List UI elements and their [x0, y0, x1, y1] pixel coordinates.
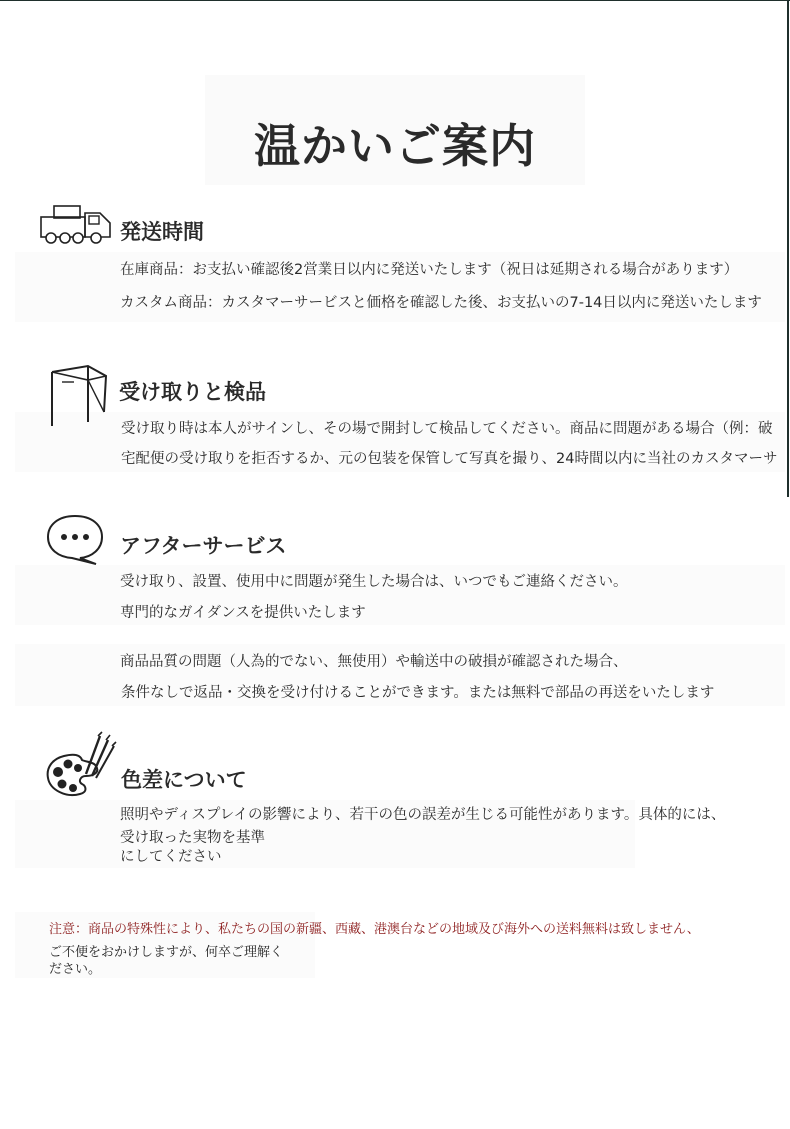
palette-icon [44, 730, 120, 802]
chat-bubble-icon [44, 513, 106, 567]
shipping-time-heading: 発送時間 [120, 220, 204, 244]
aftersales-line-3: 商品品質の問題（人為的でない、無使用）や輸送中の破損が確認された場合、 [120, 654, 628, 670]
page-title: 温かいご案内 [254, 119, 536, 173]
receiving-inspection-heading: 受け取りと検品 [119, 380, 266, 404]
shipping-line-1: 在庫商品：お支払い確認後2営業日以内に発送いたします（祝日は延期される場合があります） [120, 262, 739, 278]
notice-line-2: ご不便をおかけしますが、何卒ご理解く [49, 945, 284, 960]
aftersales-line-2: 専門的なガイダンスを提供いたします [120, 605, 366, 621]
notice-line-3: ださい。 [49, 962, 102, 977]
color-line-2: 受け取った実物を基準 [120, 830, 265, 846]
top-border [0, 0, 790, 1]
color-difference-heading: 色差について [121, 768, 247, 792]
color-line-3: にしてください [120, 849, 222, 865]
right-border [787, 0, 789, 497]
color-line-1: 照明やディスプレイの影響により、若干の色の誤差が生じる可能性があります。具体的には、 [120, 807, 726, 823]
receiving-line-2: 宅配便の受け取りを拒否するか、元の包装を保管して写真を撮り、24時間以内に当社のカスタマーサ [121, 451, 778, 467]
after-service-heading: アフターサービス [120, 534, 287, 558]
truck-icon [38, 203, 118, 247]
notice-red-text: 注意：商品の特殊性により、私たちの国の新疆、西藏、港澳台などの地域及び海外への送料無料は致しません、 [49, 922, 700, 937]
box-icon [44, 362, 112, 430]
shipping-line-2: カスタム商品：カスタマーサービスと価格を確認した後、お支払いの7-14日以内に発送いたします [120, 295, 762, 311]
aftersales-line-1: 受け取り、設置、使用中に問題が発生した場合は、いつでもご連絡ください。 [120, 574, 628, 590]
receiving-line-1: 受け取り時は本人がサインし、その場で開封して検品してください。商品に問題がある場合（例：破 [121, 421, 773, 437]
aftersales-line-4: 条件なしで返品・交換を受け付けることができます。または無料で部品の再送をいたします [121, 685, 715, 701]
